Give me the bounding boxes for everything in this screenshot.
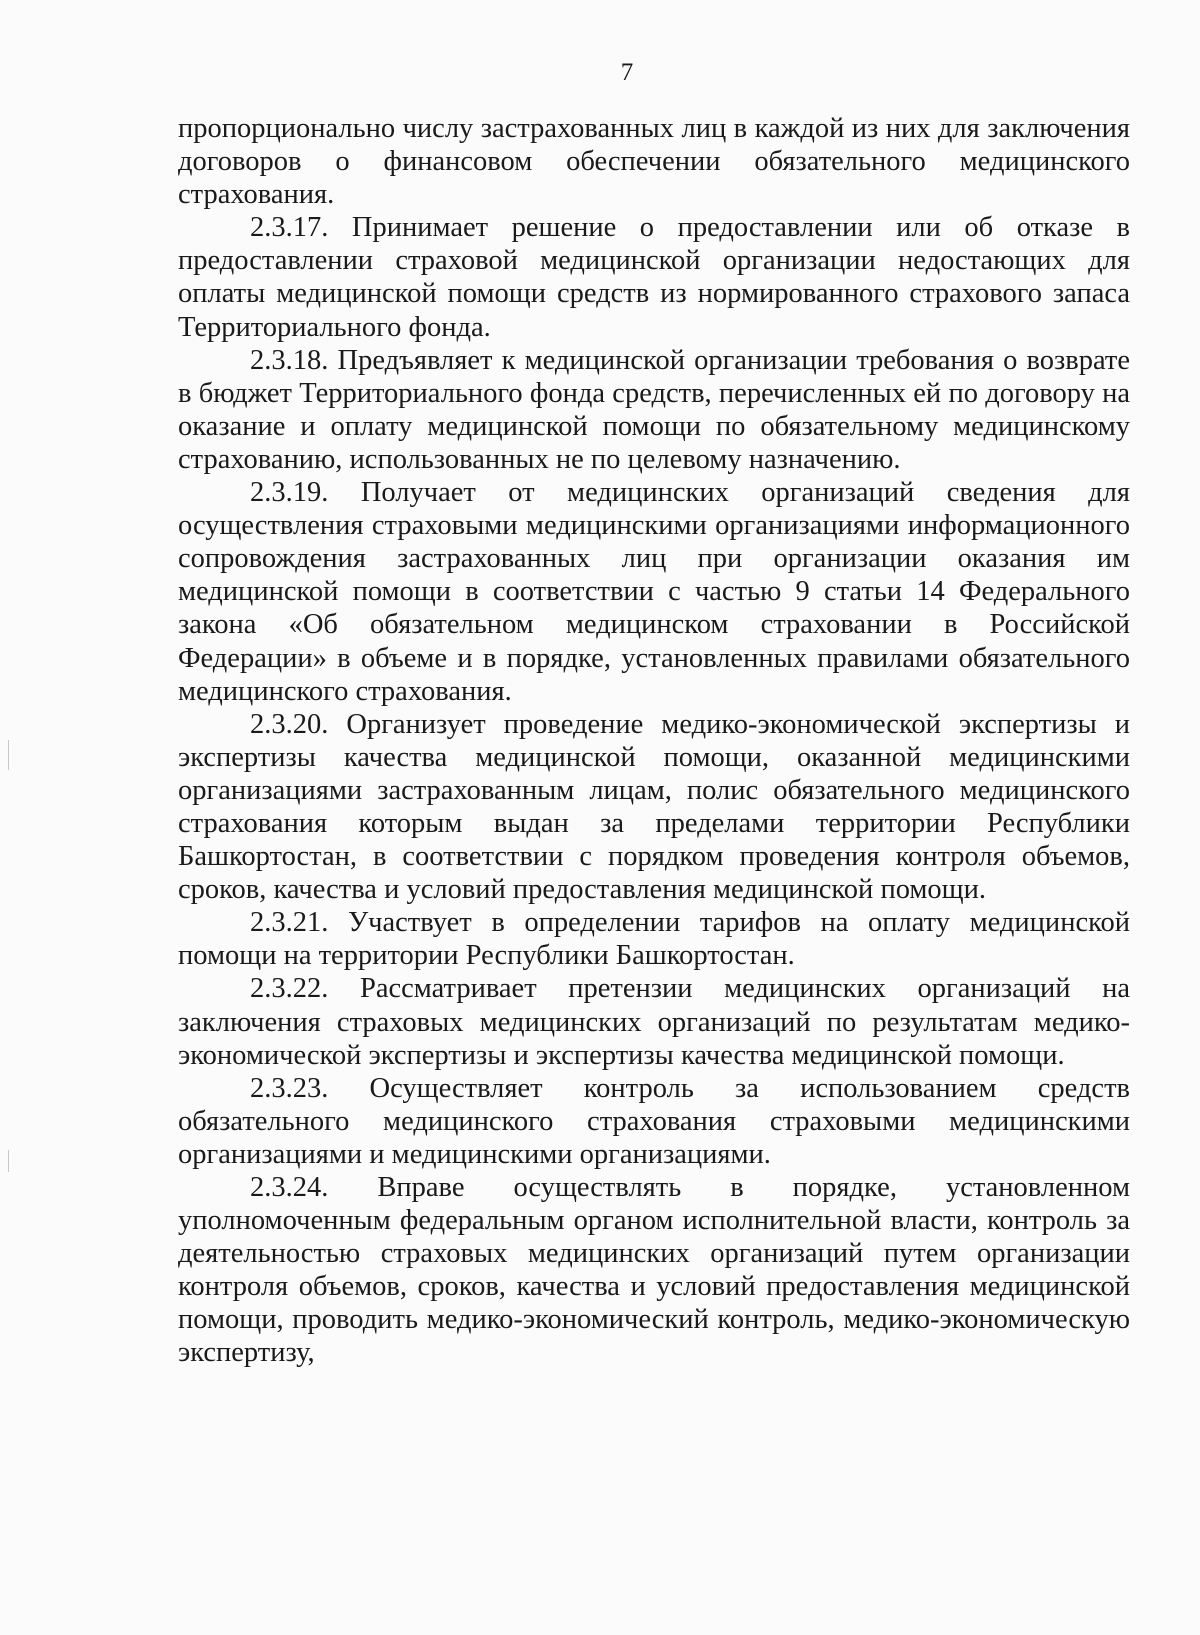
page-number: 7: [620, 59, 634, 86]
paragraph-2-3-24: 2.3.24. Вправе осуществлять в порядке, установленном уполномоченным федеральным органом исполнительной власти, контроль за деятельностью страховых медицинских организаций путем организации контроля объемов, сроков, качества и условий предоставления медицинской помощи, проводить медико-экономический контроль, медико-экономическую экспертизу,: [178, 1172, 1130, 1369]
paragraph-2-3-20: 2.3.20. Организует проведение медико-экономической экспертизы и экспертизы качества медицинской помощи, оказанной медицинскими организациями застрахованным лицам, полис обязательного медицинского страхования которым выдан за пределами территории Республики Башкортостан, в соответствии с порядком проведения контроля объемов, сроков, качества и условий предоставления медицинской помощи.: [178, 708, 1130, 906]
paragraph-2-3-18: 2.3.18. Предъявляет к медицинской организации требования о возврате в бюджет Территориального фонда средств, перечисленных ей по договору на оказание и оплату медицинской помощи по обязательному медицинскому страхованию, использованных не по целевому назначению.: [178, 344, 1130, 475]
paragraph-continuation: пропорционально числу застрахованных лиц в каждой из них для заключения договоров о финансовом обеспечении обязательного медицинского страхования.: [178, 113, 1130, 211]
paragraph-2-3-19: 2.3.19. Получает от медицинских организаций сведения для осуществления страховыми медицинскими организациями информационного сопровождения застрахованных лиц при организации оказания им медицинской помощи в соответствии с частью 9 статьи 14 Федерального закона «Об обязательном медицинском страховании в Российской Федерации» в объеме и в порядке, установленных правилами обязательного медицинского страхования.: [178, 477, 1130, 707]
paragraph-2-3-23: 2.3.23. Осуществляет контроль за использованием средств обязательного медицинского страхования страховыми медицинскими организациями и медицинскими организациями.: [178, 1072, 1130, 1170]
paragraph-2-3-22: 2.3.22. Рассматривает претензии медицинских организаций на заключения страховых медицинских организаций по результатам медико-экономической экспертизы и экспертизы качества медицинской помощи.: [178, 973, 1130, 1071]
document-body: [178, 112, 1130, 1370]
scan-edge-mark: [8, 740, 9, 770]
scan-edge-mark: [8, 1150, 9, 1172]
paragraph-2-3-21: 2.3.21. Участвует в определении тарифов на оплату медицинской помощи на территории Республики Башкортостан.: [178, 907, 1130, 972]
paragraph-2-3-17: 2.3.17. Принимает решение о предоставлении или об отказе в предоставлении страховой медицинской организации недостающих для оплаты медицинской помощи средств из нормированного страхового запаса Территориального фонда.: [178, 212, 1130, 343]
